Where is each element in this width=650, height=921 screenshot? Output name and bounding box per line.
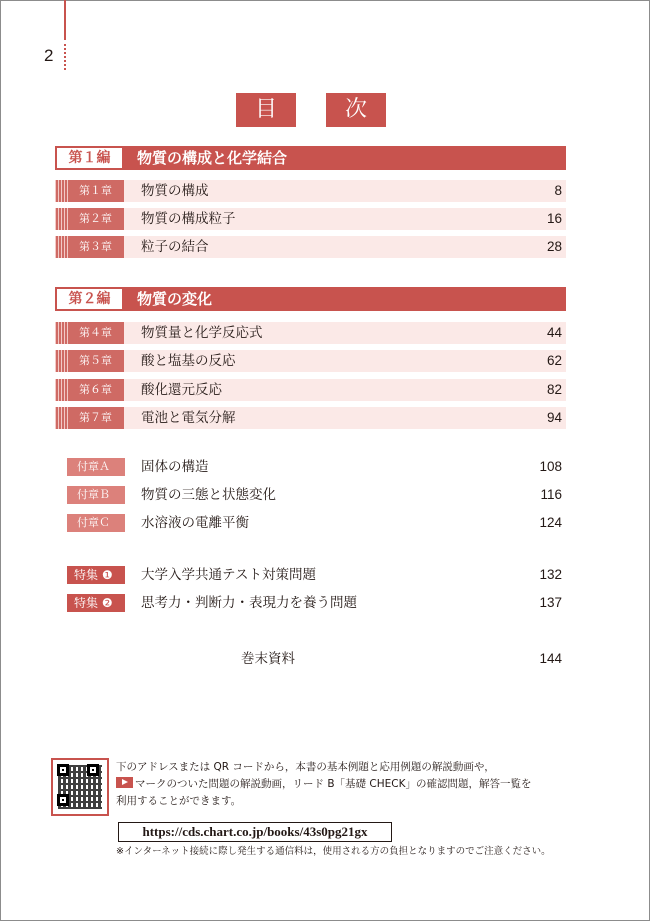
toc-row-appendix-b[interactable] <box>55 484 566 506</box>
chapter-page: 16 <box>546 211 562 226</box>
chapter-page: 82 <box>546 382 562 397</box>
part-2-header[interactable] <box>55 287 566 311</box>
appendix-tag: 付章Ｂ <box>67 486 125 504</box>
toc-row-chapter-4[interactable] <box>55 322 566 344</box>
part-title: 物質の変化 <box>137 290 213 308</box>
appendix-title: 固体の構造 <box>141 459 209 475</box>
appendix-title: 水溶液の電離平衡 <box>141 515 249 531</box>
title-char-2: 次 <box>326 93 386 127</box>
info-line-3: 利用することができます。 <box>116 795 242 807</box>
toc-row-appendix-a[interactable] <box>55 456 566 478</box>
appendix-title: 物質の三態と状態変化 <box>141 487 276 503</box>
chapter-tag: 第６章 <box>55 379 124 401</box>
chapter-title: 電池と電気分解 <box>141 410 236 426</box>
toc-row-chapter-7[interactable] <box>55 407 566 429</box>
margin-rule <box>64 0 66 40</box>
special-tag: 特集 ❶ <box>67 566 125 584</box>
page-number: 2 <box>44 46 54 65</box>
special-page: 132 <box>539 567 562 582</box>
chapter-tag: 第１章 <box>55 180 124 202</box>
info-line-2: マークのついた問題の解説動画，リード B「基礎 CHECK」の確認問題，解答一覧を <box>116 776 531 793</box>
chapter-page: 94 <box>546 410 562 425</box>
toc-row-special-2[interactable] <box>55 592 566 614</box>
qr-code[interactable] <box>51 758 109 816</box>
special-title: 大学入学共通テスト対策問題 <box>141 567 316 583</box>
chapter-page: 28 <box>546 239 562 254</box>
chapter-title: 酸と塩基の反応 <box>141 353 236 369</box>
appendix-tag: 付章Ａ <box>67 458 125 476</box>
special-tag: 特集 ❷ <box>67 594 125 612</box>
end-material-title: 巻末資料 <box>241 651 295 667</box>
part-1-header[interactable] <box>55 146 566 170</box>
title-char-1: 目 <box>236 93 296 127</box>
chapter-title: 酸化還元反応 <box>141 382 222 398</box>
chapter-tag: 第２章 <box>55 208 124 230</box>
chapter-page: 44 <box>546 325 562 340</box>
appendix-tag: 付章Ｃ <box>67 514 125 532</box>
url-link[interactable]: https://cds.chart.co.jp/books/43s0pg21gx <box>118 822 392 842</box>
toc-row-chapter-3[interactable] <box>55 236 566 258</box>
chapter-tag: 第３章 <box>55 236 124 258</box>
special-title: 思考力・判断力・表現力を養う問題 <box>141 595 357 611</box>
part-title: 物質の構成と化学結合 <box>137 149 288 167</box>
chapter-tag: 第４章 <box>55 322 124 344</box>
chapter-page: 62 <box>546 353 562 368</box>
appendix-page: 108 <box>539 459 562 474</box>
toc-row-special-1[interactable] <box>55 564 566 586</box>
part-label: 第１編 <box>57 148 122 168</box>
chapter-title: 物質量と化学反応式 <box>141 325 263 341</box>
chapter-page: 8 <box>554 183 562 198</box>
video-mark-icon <box>116 777 133 788</box>
chapter-title: 物質の構成粒子 <box>141 211 236 227</box>
toc-row-chapter-5[interactable] <box>55 350 566 372</box>
toc-row-chapter-6[interactable] <box>55 379 566 401</box>
appendix-page: 116 <box>540 487 562 502</box>
toc-row-end-material[interactable] <box>55 648 566 670</box>
special-page: 137 <box>539 595 562 610</box>
chapter-tag: 第５章 <box>55 350 124 372</box>
chapter-tag: 第７章 <box>55 407 124 429</box>
footnote: ※インターネット接続に際し発生する通信料は，使用される方の負担となりますのでご注意ください。 <box>116 846 551 857</box>
chapter-title: 粒子の結合 <box>141 239 209 255</box>
toc-row-chapter-2[interactable] <box>55 208 566 230</box>
chapter-title: 物質の構成 <box>141 183 209 199</box>
end-material-page: 144 <box>539 651 562 666</box>
margin-dots <box>64 44 66 70</box>
toc-row-chapter-1[interactable] <box>55 180 566 202</box>
info-line-1: 下のアドレスまたは QR コードから，本書の基本例題と応用例題の解説動画や， <box>116 761 495 773</box>
page-title <box>0 93 650 127</box>
toc-row-appendix-c[interactable] <box>55 512 566 534</box>
appendix-page: 124 <box>539 515 562 530</box>
part-label: 第２編 <box>57 289 122 309</box>
